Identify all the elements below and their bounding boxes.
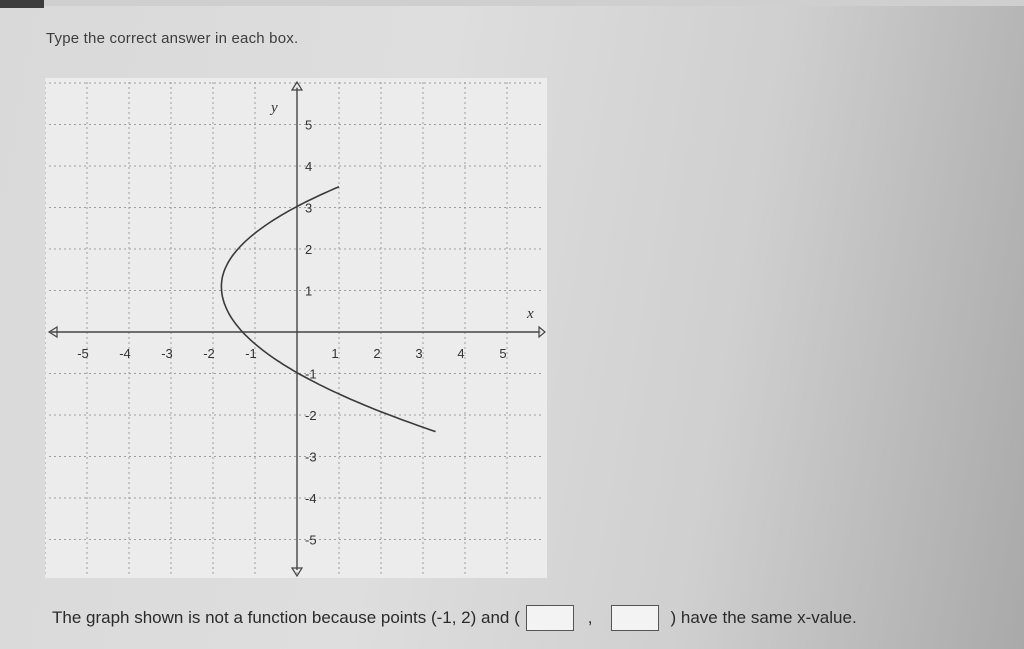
y-axis-label: y <box>271 100 278 116</box>
answer-y-input[interactable] <box>611 605 659 631</box>
question-prefix: The graph shown is not a function because points (-1, 2) and ( <box>52 608 520 627</box>
y-tick-label: 2 <box>305 242 313 257</box>
y-tick-label: -5 <box>305 532 317 548</box>
y-tick-label: -3 <box>305 449 317 465</box>
y-tick-label: 4 <box>305 159 313 174</box>
x-tick-label: 5 <box>499 346 507 361</box>
question-suffix: ) have the same x-value. <box>670 608 857 627</box>
answer-x-input[interactable] <box>526 605 574 631</box>
coordinate-graph <box>45 78 547 578</box>
instruction-text: Type the correct answer in each box. <box>46 30 299 47</box>
x-tick-label: 3 <box>415 346 423 361</box>
x-tick-label: 1 <box>331 346 339 361</box>
top-tab <box>0 0 44 8</box>
x-tick-label: -4 <box>119 346 131 361</box>
x-tick-label: -2 <box>203 346 215 361</box>
y-tick-label: -1 <box>305 366 317 382</box>
question-row <box>52 598 1022 638</box>
graph-background <box>45 78 547 578</box>
y-tick-label: -2 <box>305 408 317 423</box>
x-tick-label: -1 <box>245 346 257 361</box>
y-tick-label: 5 <box>305 117 313 133</box>
y-tick-label: 1 <box>305 283 313 299</box>
x-tick-label: -5 <box>77 346 89 361</box>
x-axis-label: x <box>527 306 534 322</box>
x-tick-label: 2 <box>373 346 381 361</box>
top-strip <box>0 0 1024 6</box>
y-tick-label: -4 <box>305 491 317 506</box>
y-tick-label: 3 <box>305 200 313 216</box>
x-tick-label: -3 <box>161 346 173 361</box>
graph-svg <box>45 78 547 578</box>
question-separator: , <box>587 608 593 627</box>
x-tick-label: 4 <box>457 346 465 361</box>
